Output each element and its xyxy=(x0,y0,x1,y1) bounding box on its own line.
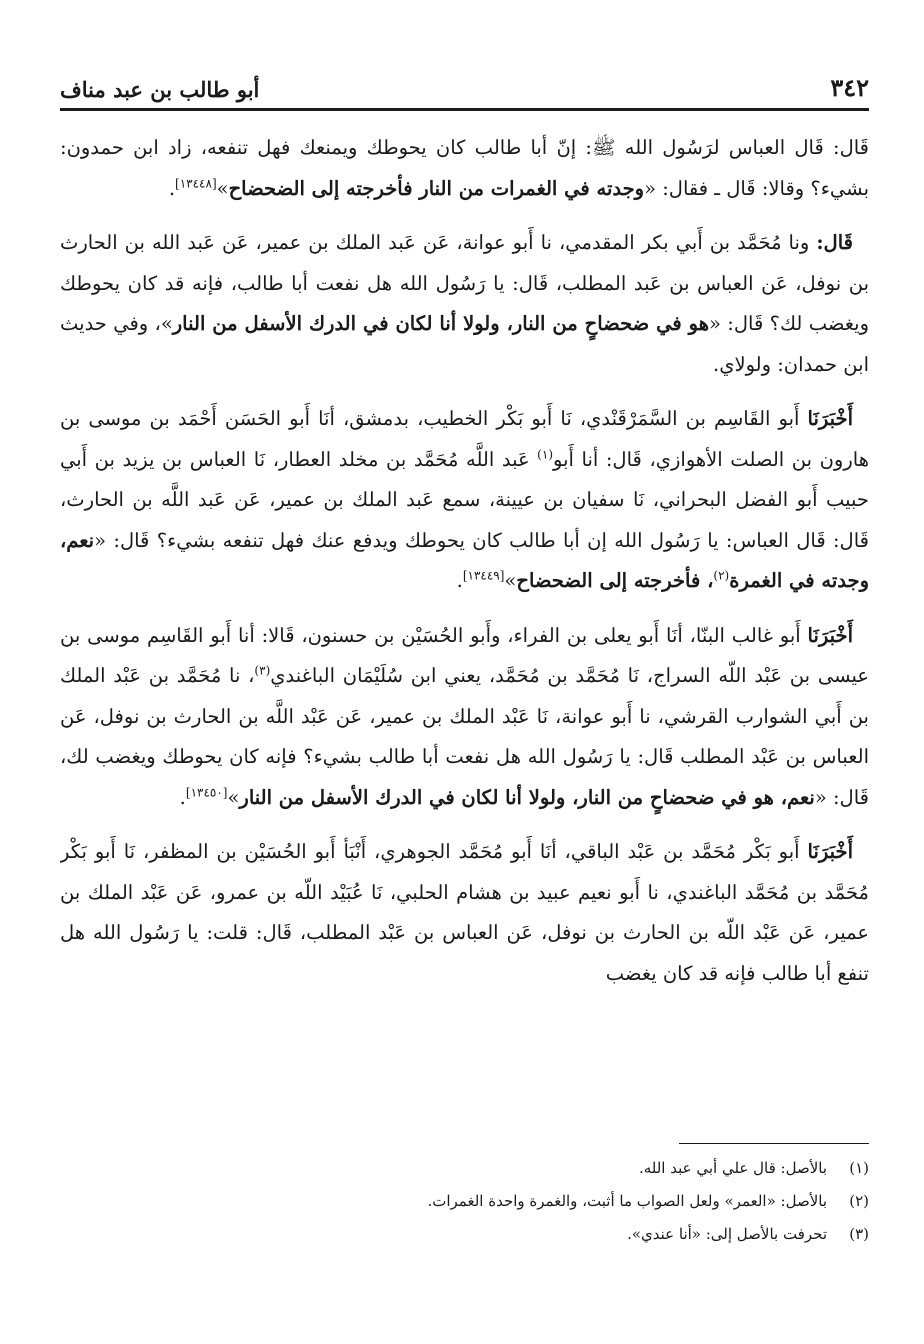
footnote-text: بالأصل: قال علي أبي عبد الله. xyxy=(638,1159,827,1177)
paragraph-4 xyxy=(60,616,869,819)
paragraph-text: أَبو بَكْر مُحَمَّد بن عَبْد الباقي، أنَا أَبو مُحَمَّد الجوهري، أَنْبَأ أَبو الحُسَيْن بن المظفر، نَا أَبو بَكْر مُحَمَّد بن مُحَمَّد الباغندي، نا أَبو نعيم عبيد بن هشام الحلبي، نَا عُبَيْد اللّه بن عمرو، عَن عَبْد الملك بن عمير، عَن عَبْد اللّه بن الحارث بن نوفل، عَن العباس بن عَبْد المطلب، قَال: قلت: يا رَسُول الله هل تنفع أبا طالب فإنه قد كان يغضب xyxy=(60,840,869,985)
hadith-quote: وجدته في الغمرات من النار فأخرجته إلى الضحضاح xyxy=(228,176,645,200)
footnote-number: (١) xyxy=(849,1159,869,1177)
footnote-text: تحرفت بالأصل إلى: «أنا عندي». xyxy=(627,1225,827,1243)
paragraph-text: . xyxy=(168,176,176,200)
page-header xyxy=(60,58,869,111)
paragraph-text: عَبد اللَّه مُحَمَّد بن مخلد العطار، نَا العباس بن يزيد بن أَبي حبيب أَبو الفضل البحراني، نَا سفيان بن عيينة، سمع عَبد الملك بن عمير، عَن عَبد اللَّه بن الحارث، قَال: قَال العباس: يا رَسُول الله إن أبا طالب كان يحوطك ويدفع عنك فهل تنفعه بشيء؟ قَال: « xyxy=(60,447,869,552)
footnote-text: بالأصل: «العمر» ولعل الصواب ما أثبت، والغمرة واحدة الغمرات. xyxy=(427,1192,827,1210)
running-title: أبو طالب بن عبد مناف xyxy=(60,77,260,102)
hadith-reference: [١٣٤٤٨] xyxy=(175,176,217,190)
hadith-reference: [١٣٤٥٠] xyxy=(185,785,228,799)
hadith-quote: نعم، وجدته في الغمرة xyxy=(60,528,869,592)
hadith-quote: ، فأخرجته إلى الضحضاح xyxy=(516,569,714,592)
footnote-item xyxy=(60,1152,869,1185)
paragraph-text: أَبو القَاسِم بن السَّمَرْقَنْدي، نَا أَبو بَكْر الخطيب، بدمشق، أنَا أَبو الحَسَن أَحْمَد بن موسى بن هارون بن الصلت الأهوازي، قَال: أنا أَبو xyxy=(60,407,869,471)
paragraph-text: » xyxy=(227,785,240,809)
paragraph-3 xyxy=(60,399,869,602)
footnote-marker: (٣) xyxy=(254,663,271,678)
footnote-item xyxy=(60,1185,869,1218)
paragraph-text: . xyxy=(179,785,186,809)
paragraph-text: »، وفي حديث ابن حمدان: ولولاي. xyxy=(60,312,869,376)
paragraph-text: . xyxy=(456,569,463,592)
paragraph-5 xyxy=(60,832,869,994)
paragraph-text: » xyxy=(216,176,229,200)
paragraph-1 xyxy=(60,128,869,209)
paragraph-lead: قَال: xyxy=(816,231,853,254)
paragraph-2 xyxy=(60,223,869,385)
footnote-divider xyxy=(679,1143,869,1144)
footnotes xyxy=(60,1152,869,1251)
paragraph-text: ونا مُحَمَّد بن أَبي بكر المقدمي، نا أَبو عوانة، عَن عَبد الملك بن عمير، عَن عَبد الله بن الحارث بن نوفل، عَن العباس بن عَبد المطلب، قَال: يا رَسُول الله هل نفعت أبا طالب، فإنه قد كان يحوطك ويغضب لك؟ قَال: « xyxy=(60,231,869,335)
footnote-marker: (٢) xyxy=(713,568,730,583)
hadith-quote: نعم، هو في ضحضاحٍ من النار، ولولا أنا لكان في الدرك الأسفل من النار xyxy=(239,785,815,809)
page-number: ٣٤٢ xyxy=(830,73,869,102)
footnote-marker: (١) xyxy=(537,447,553,461)
paragraph-lead: أَخْبَرَنَا xyxy=(807,840,853,863)
footnote-number: (٣) xyxy=(849,1225,869,1243)
main-text xyxy=(60,128,869,1088)
paragraph-text: » xyxy=(504,569,517,592)
paragraph-text: ، نا مُحَمَّد بن عَبْد الملك بن أَبي الشوارب القرشي، نا أَبو عوانة، نَا عَبْد الملك بن عمير، عَن عَبْد اللَّه بن الحارث بن نوفل، عَن العباس بن عَبْد المطلب قَال: يا رَسُول الله هل نفعت أبا طالب بشيء؟ فإنه كان يحوطك ويغضب لك، قَال: « xyxy=(60,664,869,809)
footnote-item xyxy=(60,1218,869,1251)
paragraph-lead: أَخْبَرَنَا xyxy=(807,407,853,430)
paragraph-lead: أَخْبَرَنَا xyxy=(807,623,853,647)
hadith-quote: هو في ضحضاحٍ من النار، ولولا أنا لكان في الدرك الأسفل من النار xyxy=(172,312,710,335)
paragraph-text: أَبو غالب البنّا، أنَا أَبو يعلى بن الفراء، وأَبو الحُسَيْن بن حسنون، قَالا: أنا أَبو القَاسِم موسى بن عيسى بن عَبْد اللّه السراج، نَا مُحَمَّد بن مُحَمَّد، يعني ابن سُلَيْمَان الباغندي xyxy=(60,623,869,687)
paragraph-text: قَال: قَال العباس لرَسُول الله ﷺ: إنّ أبا طالب كان يحوطك ويمنعك فهل تنفعه، زاد ابن حمدون: بشيء؟ وقالا: قَال ـ فقال: « xyxy=(60,136,869,200)
footnote-number: (٢) xyxy=(849,1192,869,1210)
hadith-reference: [١٣٤٤٩] xyxy=(462,568,505,583)
